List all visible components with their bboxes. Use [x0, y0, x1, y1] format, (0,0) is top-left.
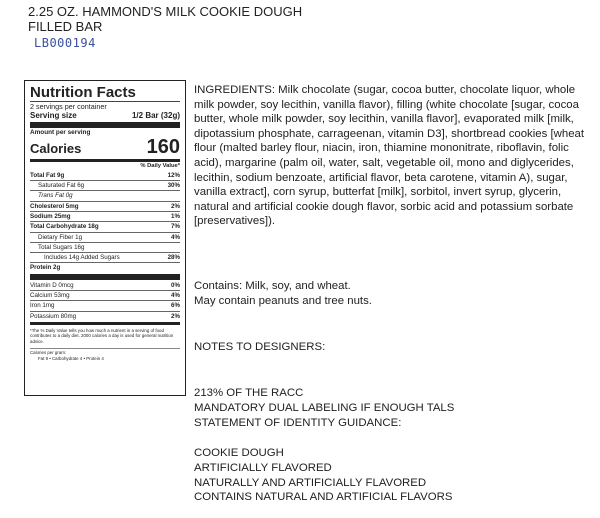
nutrient-daily-value: 30%	[167, 182, 180, 190]
vitamin-rows	[30, 281, 180, 321]
nutrient-row	[30, 252, 180, 262]
calories-per-gram-label: Calories per gram:	[30, 350, 67, 356]
nutrient-row	[30, 180, 180, 190]
racc-notes	[194, 386, 454, 416]
calories-per-gram	[30, 348, 180, 361]
nutrient-daily-value: 1%	[171, 212, 180, 220]
amount-per-serving: Amount per serving	[30, 129, 91, 136]
divider-medium	[30, 322, 180, 325]
nutrient-row	[30, 211, 180, 221]
identity-name: CONTAINS NATURAL AND ARTIFICIAL FLAVORS	[194, 491, 453, 504]
nutrient-label: Sodium 25mg	[30, 212, 71, 220]
nutrient-rows	[30, 171, 180, 273]
daily-value-header: % Daily Value*	[140, 163, 180, 169]
divider-medium	[30, 159, 180, 162]
allergen-statement	[194, 279, 586, 309]
nutrient-row	[30, 300, 180, 310]
identity-name: ARTIFICIALLY FLAVORED	[194, 461, 332, 474]
daily-value-footnote: *The % Daily Value tells you how much a nutrient in a serving of food contributes to a daily diet. 2000 calories a day is used for general nutrition advice.	[30, 327, 174, 344]
nutrient-label: Vitamin D 0mcg	[30, 281, 74, 289]
calories-value: 160	[146, 136, 180, 158]
product-title	[28, 4, 302, 34]
calories-per-gram-values: Fat 9 • Carbohydrate 4 • Protein 4	[38, 355, 104, 361]
divider-thick	[30, 274, 180, 280]
handwritten-code: LB000194	[34, 36, 96, 50]
nutrient-row	[30, 190, 180, 200]
product-title-line-2: FILLED BAR	[28, 19, 103, 34]
calories-label: Calories	[30, 141, 82, 156]
calories-row	[30, 137, 180, 158]
nutrient-label: Calcium 53mg	[30, 292, 70, 300]
nutrition-facts-title: Nutrition Facts	[30, 84, 136, 101]
nutrient-daily-value: 0%	[171, 281, 180, 289]
nutrient-label: Total Sugars 16g	[38, 243, 85, 251]
nutrient-row	[30, 290, 180, 300]
nutrient-daily-value: 4%	[171, 292, 180, 300]
nutrient-label: Saturated Fat 6g	[38, 182, 85, 190]
nutrient-row	[30, 232, 180, 242]
nutrient-daily-value: 4%	[171, 233, 180, 241]
nutrient-label: Protein 2g	[30, 264, 61, 272]
dual-label-line: MANDATORY DUAL LABELING IF ENOUGH TALS	[194, 401, 455, 414]
nutrient-row	[30, 311, 180, 321]
divider-thick	[30, 122, 180, 128]
nutrient-daily-value: 2%	[171, 202, 180, 210]
nutrient-label: Iron 1mg	[30, 302, 55, 310]
identity-name: COOKIE DOUGH	[194, 447, 284, 459]
nutrient-label: Total Fat 9g	[30, 171, 65, 179]
nutrient-daily-value: 6%	[171, 302, 180, 310]
nutrient-row	[30, 242, 180, 252]
nutrient-row	[30, 281, 180, 290]
product-title-line-1: 2.25 OZ. HAMMOND'S MILK COOKIE DOUGH	[28, 4, 303, 19]
nutrient-daily-value: 7%	[171, 223, 180, 231]
nutrient-label: Dietary Fiber 1g	[38, 233, 83, 241]
nutrient-daily-value: 28%	[167, 254, 180, 262]
nutrient-row	[30, 201, 180, 211]
servings-per-container: 2 servings per container	[30, 102, 107, 111]
nutrition-facts-panel	[24, 80, 186, 396]
nutrient-row	[30, 221, 180, 231]
nutrient-label: Trans Fat 0g	[38, 192, 73, 200]
notes-heading: NOTES TO DESIGNERS:	[194, 341, 326, 353]
identity-heading: STATEMENT OF IDENTITY GUIDANCE:	[194, 417, 402, 429]
identity-name: NATURALLY AND ARTIFICIALLY FLAVORED	[194, 476, 427, 489]
contains-line: Contains: Milk, soy, and wheat.	[194, 280, 351, 292]
serving-size-row	[30, 111, 180, 121]
racc-line: 213% OF THE RACC	[194, 387, 304, 399]
nutrient-row	[30, 171, 180, 180]
may-contain-line: May contain peanuts and tree nuts.	[194, 294, 372, 307]
identity-names	[194, 446, 452, 505]
nutrient-row	[30, 262, 180, 272]
nutrient-daily-value: 12%	[167, 171, 180, 179]
serving-size-label: Serving size	[30, 111, 77, 120]
nutrient-label: Potassium 80mg	[30, 312, 77, 320]
nutrient-label: Cholesterol 5mg	[30, 202, 79, 210]
ingredients-text: INGREDIENTS: Milk chocolate (sugar, cocoa butter, chocolate liquor, whole milk powder, soy lecithin, vanilla flavor), filling (white chocolate [sugar, cocoa butter, whole milk powder, soy lecithin, vanilla flavor], evaporated milk [milk, dipotassium phosphate, carrageenan, vitamin D3], shortbread cookies [wheat flour (malted barley flour, niacin, iron, thiamine mononitrate, riboflavin, folic acid), margarine (palm oil, water, salt, vegetable oil, mono and diglycerides, lecithin, sodium benzoate, artificial flavor, beta carotene, vitamin A), sugar, vanilla extract], corn syrup, butterfat [milk], sorbitol, invert syrup, glycerin, natural and artificial cookie dough flavor, sorbic acid and potassium sorbate [preservatives]).	[194, 84, 585, 228]
serving-size-value: 1/2 Bar (32g)	[131, 111, 180, 120]
nutrient-daily-value: 2%	[171, 312, 180, 320]
nutrient-label: Includes 14g Added Sugars	[44, 254, 120, 262]
nutrient-label: Total Carbohydrate 18g	[30, 223, 99, 231]
